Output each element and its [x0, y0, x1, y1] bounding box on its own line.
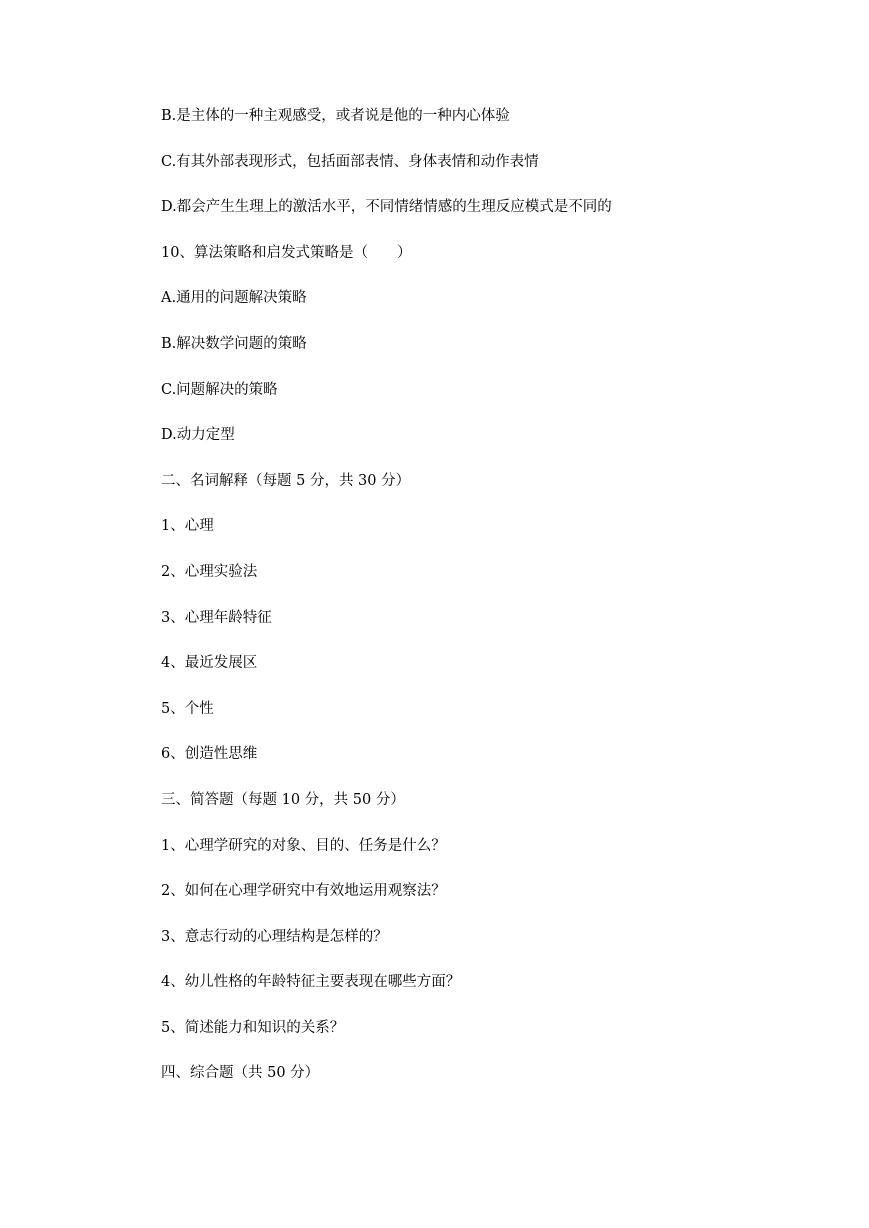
term-item-3: 3、心理年龄特征: [161, 609, 272, 626]
section-heading-term-explanation: 二、名词解释（每题 5 分，共 30 分）: [161, 472, 411, 489]
term-item-5: 5、个性: [161, 700, 214, 717]
section-heading-comprehensive: 四、综合题（共 50 分）: [161, 1065, 320, 1082]
question-10-option-d: D.动力定型: [161, 427, 235, 444]
question-10: 10、算法策略和启发式策略是（ ）: [161, 244, 412, 261]
option-c-text: C.有其外部表现形式，包括面部表情、身体表情和动作表情: [161, 153, 539, 170]
option-d-text: D.都会产生生理上的激活水平，不同情绪情感的生理反应模式是不同的: [161, 199, 612, 216]
term-item-6: 6、创造性思维: [161, 746, 258, 763]
short-answer-item-5: 5、简述能力和知识的关系？: [161, 1019, 345, 1036]
document-body: [161, 103, 781, 1106]
option-b-text: B.是主体的一种主观感受，或者说是他的一种内心体验: [161, 108, 510, 124]
section-heading-short-answer: 三、简答题（每题 10 分，共 50 分）: [161, 791, 405, 808]
term-item-1: 1、心理: [161, 518, 214, 535]
short-answer-item-2: 2、如何在心理学研究中有效地运用观察法？: [161, 883, 446, 900]
short-answer-item-4: 4、幼儿性格的年龄特征主要表现在哪些方面？: [161, 974, 461, 991]
term-item-2: 2、心理实验法: [161, 563, 258, 580]
question-10-option-a: A.通用的问题解决策略: [161, 290, 307, 307]
question-10-option-c: C.问题解决的策略: [161, 381, 278, 398]
short-answer-item-3: 3、意志行动的心理结构是怎样的？: [161, 928, 388, 945]
question-10-option-b: B.解决数学问题的策略: [161, 335, 307, 352]
term-item-4: 4、最近发展区: [161, 655, 258, 672]
short-answer-item-1: 1、心理学研究的对象、目的、任务是什么？: [161, 837, 446, 854]
